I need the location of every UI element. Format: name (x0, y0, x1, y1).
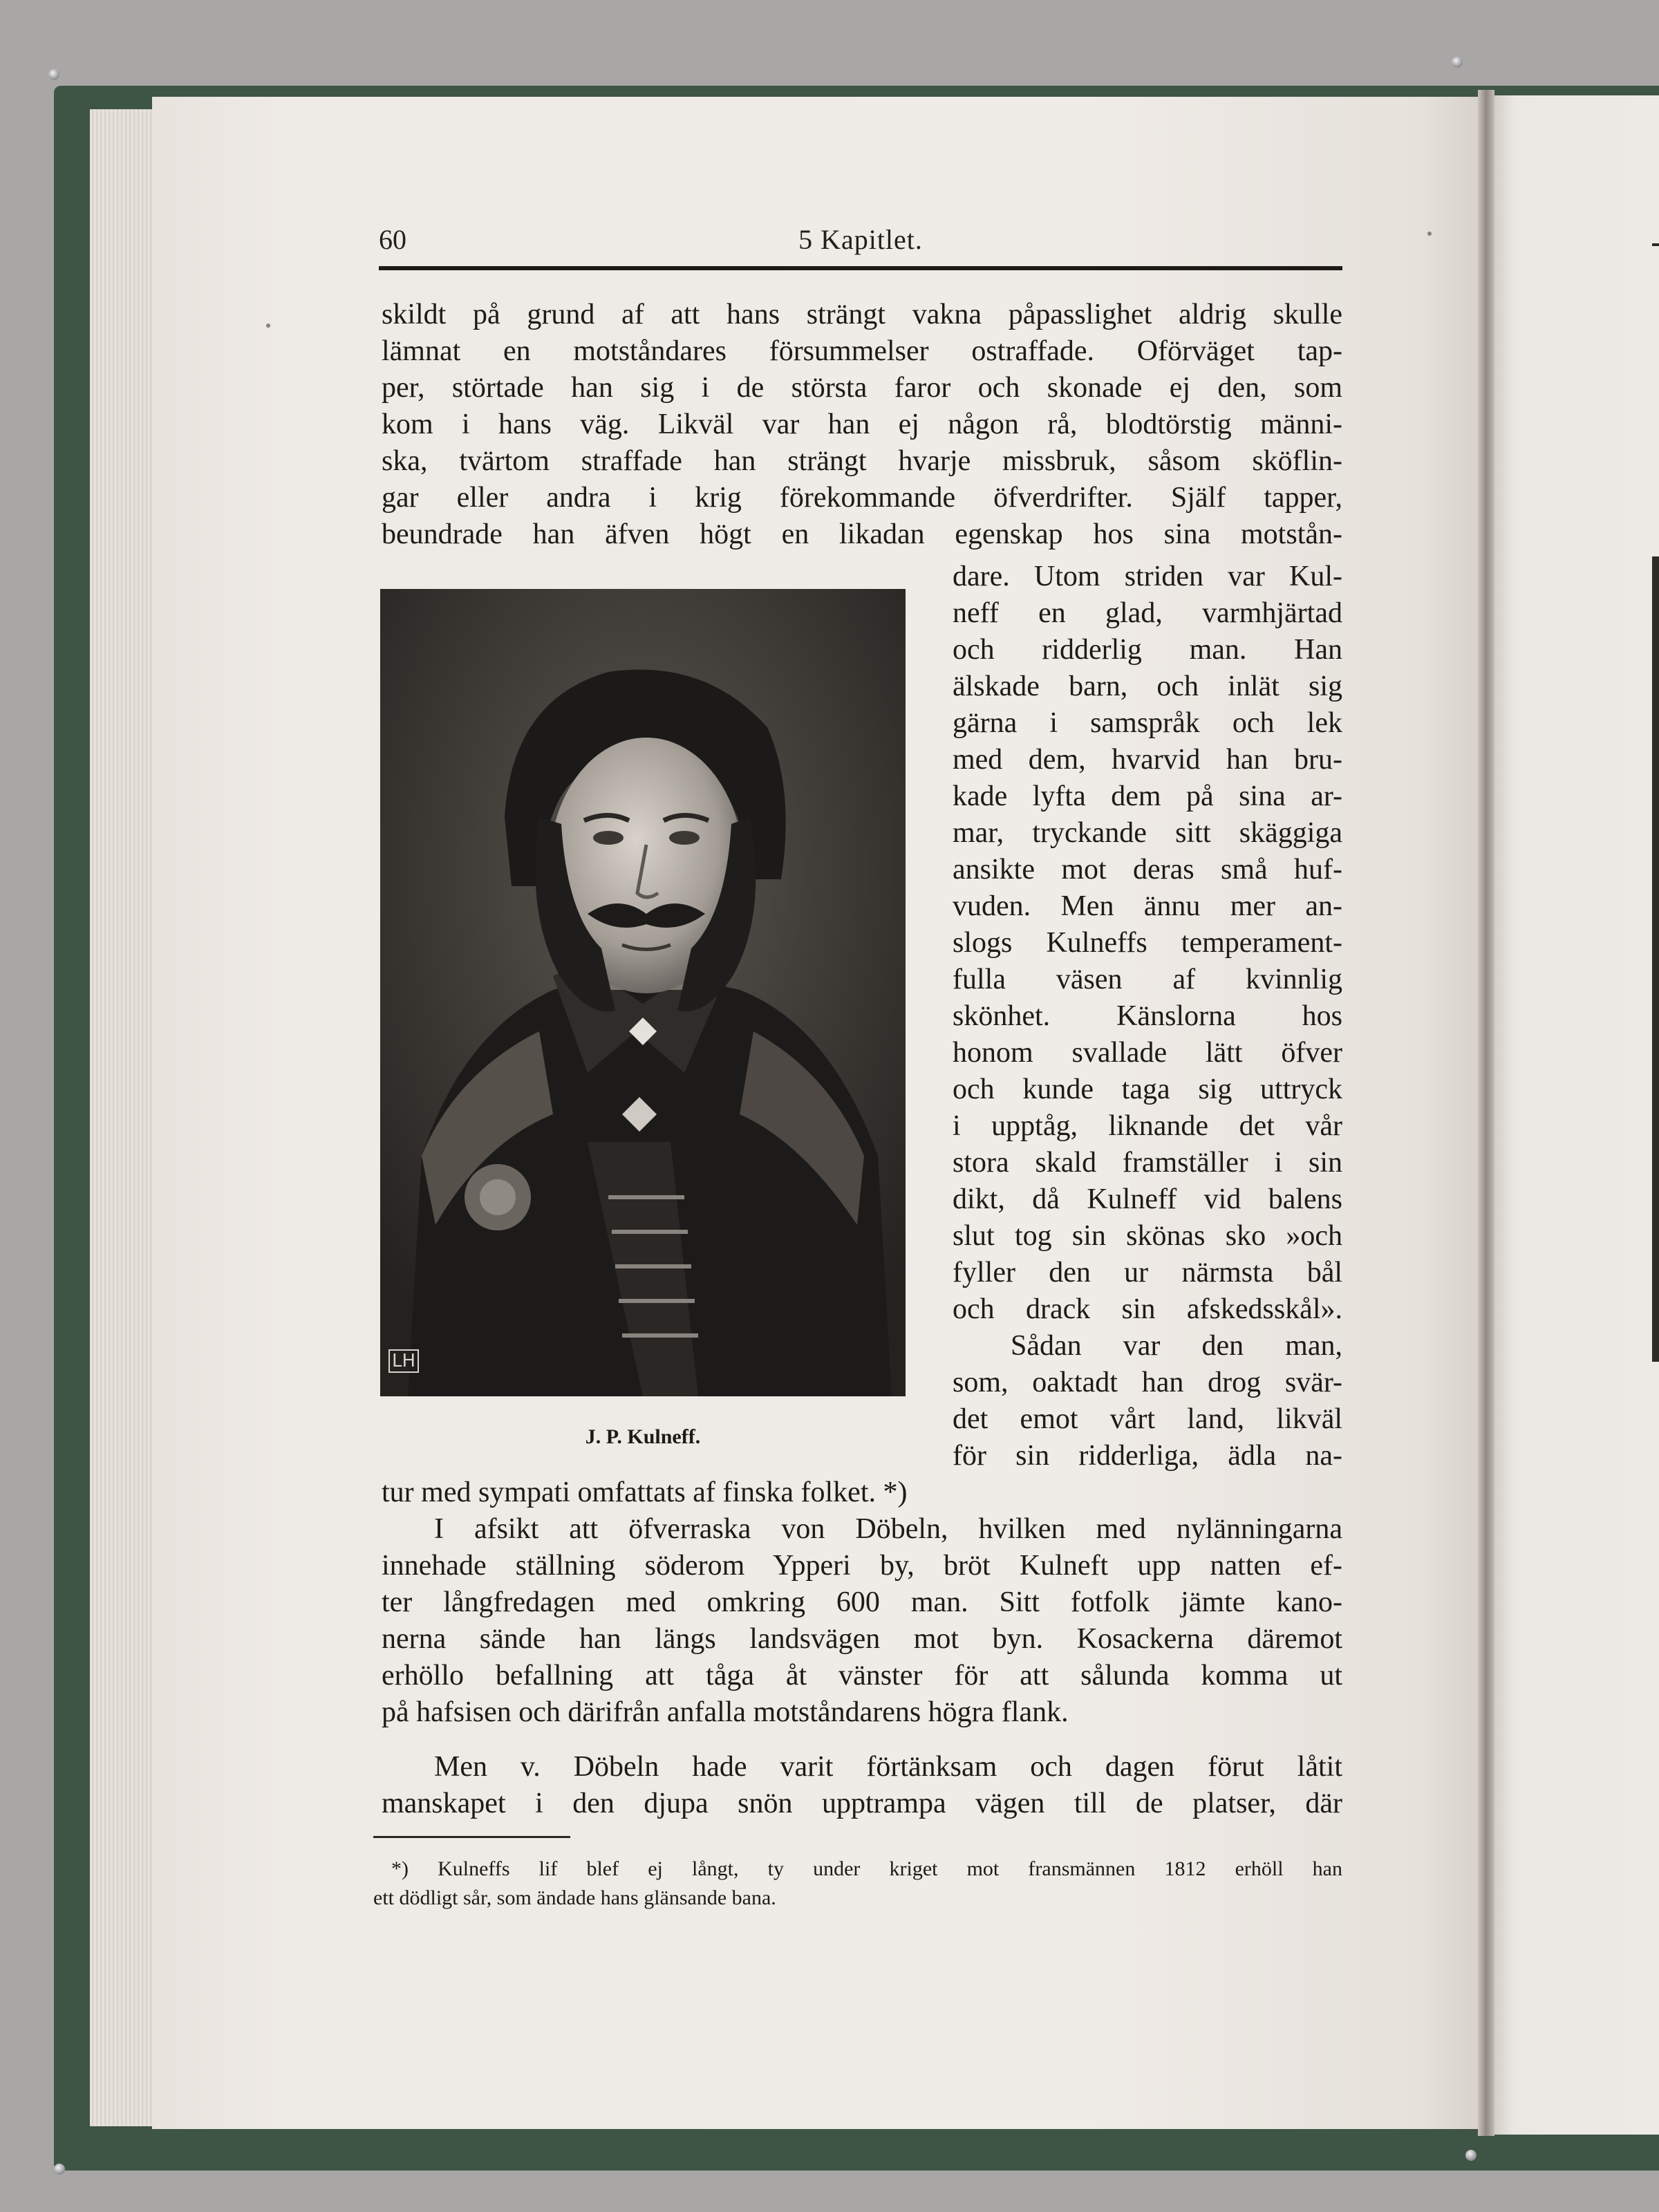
text-line: dare. Utom striden var Kul- (953, 561, 1342, 592)
text-line: skildt på grund af att hans strängt vakna påpasslighet aldrig skulle (382, 299, 1342, 330)
paper-speck (1427, 232, 1432, 236)
text-line: ansikte mot deras små huf- (953, 854, 1342, 885)
artist-monogram: LH (388, 1349, 419, 1373)
text-line: ter långfredagen med omkring 600 man. Sitt fotfolk jämte kano- (382, 1586, 1342, 1618)
text-line: fyller den ur närmsta bål (953, 1257, 1342, 1288)
pin-icon (54, 2164, 65, 2175)
book-gutter (1478, 90, 1494, 2136)
header-rule (379, 266, 1342, 270)
footnote-rule (373, 1836, 570, 1838)
text-line: stora skald framställer i sin (953, 1147, 1342, 1179)
running-head (379, 223, 1342, 258)
text-line: gar eller andra i krig förekommande öfverdrifter. Själf tapper, (382, 482, 1342, 514)
text-line: i upptåg, liknande det vår (953, 1110, 1342, 1142)
text-line: med dem, hvarvid han bru- (953, 744, 1342, 776)
text-line: manskapet i den djupa snön upptrampa vägen till de platser, där (382, 1788, 1342, 1819)
text-line: tur med sympati omfattats af finska folket. *) (382, 1477, 908, 1508)
text-line: honom svallade lätt öfver (953, 1037, 1342, 1069)
text-line: mar, tryckande sitt skäggiga (953, 817, 1342, 849)
text-line: erhöllo befallning att tåga åt vänster för att sålunda komma ut (382, 1660, 1342, 1691)
text-line: och kunde taga sig uttryck (953, 1074, 1342, 1105)
paragraph-first-line: Men v. Döbeln hade varit förtänksam och dagen förut låtit (434, 1751, 1342, 1783)
paragraph-first-line: I afsikt att öfverraska von Döbeln, hvilken med nylänningarna (434, 1513, 1342, 1545)
page-number: 60 (379, 224, 406, 255)
text-line: neff en glad, varmhjärtad (953, 597, 1342, 629)
text-line: för sin ridderliga, ädla na- (953, 1440, 1342, 1472)
portrait-image (380, 589, 906, 1396)
text-line: som, oaktadt han drog svär- (953, 1367, 1342, 1398)
text-line: fulla väsen af kvinnlig (953, 964, 1342, 995)
figure-caption: J. P. Kulneff. (585, 1425, 701, 1448)
text-line: och ridderlig man. Han (953, 634, 1342, 666)
text-line: slogs Kulneffs temperament- (953, 927, 1342, 959)
text-line: älskade barn, och inlät sig (953, 671, 1342, 702)
paper-speck (266, 324, 270, 328)
portrait-figure (380, 589, 906, 1396)
text-line: ska, tvärtom straffade han strängt hvarje missbruk, såsom sköflin- (382, 445, 1342, 477)
text-line: det emot vårt land, likväl (953, 1403, 1342, 1435)
text-line: Sådan var den man, (1011, 1330, 1342, 1362)
facing-page-rule (1652, 243, 1659, 246)
text-line: skönhet. Känslorna hos (953, 1000, 1342, 1032)
text-line: på hafsisen och därifrån anfalla motståndarens högra flank. (382, 1696, 1069, 1728)
text-line: innehade ställning söderom Ypperi by, bröt Kulneft upp natten ef- (382, 1550, 1342, 1582)
footnote-line: *) Kulneffs lif blef ej långt, ty under kriget mot fransmännen 1812 erhöll han (391, 1857, 1342, 1880)
text-line: slut tog sin skönas sko »och (953, 1220, 1342, 1252)
pin-icon (1452, 57, 1463, 68)
pin-icon (48, 69, 59, 80)
text-line: dikt, då Kulneff vid balens (953, 1183, 1342, 1215)
text-line: nerna sände han längs landsvägen mot byn. Kosackerna däremot (382, 1623, 1342, 1655)
text-line: kom i hans väg. Likväl var han ej någon rå, blodtörstig männi- (382, 409, 1342, 440)
text-line: gärna i samspråk och lek (953, 707, 1342, 739)
text-line: lämnat en motståndares försummelser ostraffade. Oförväget tap- (382, 335, 1342, 367)
text-line: och drack sin afskedsskål». (953, 1293, 1342, 1325)
text-line: kade lyfta dem på sina ar- (953, 780, 1342, 812)
chapter-title: 5 Kapitlet. (798, 224, 923, 255)
footnote-line: ett dödligt sår, som ändade hans glänsande bana. (373, 1886, 776, 1909)
facing-page (1494, 95, 1659, 2135)
pin-icon (1465, 2150, 1477, 2161)
facing-page-figure-edge (1652, 556, 1659, 1362)
text-line: vuden. Men ännu mer an- (953, 890, 1342, 922)
text-line: per, störtade han sig i de största faror och skonade ej den, som (382, 372, 1342, 404)
text-line: beundrade han äfven högt en likadan egenskap hos sina motstån- (382, 518, 1342, 550)
